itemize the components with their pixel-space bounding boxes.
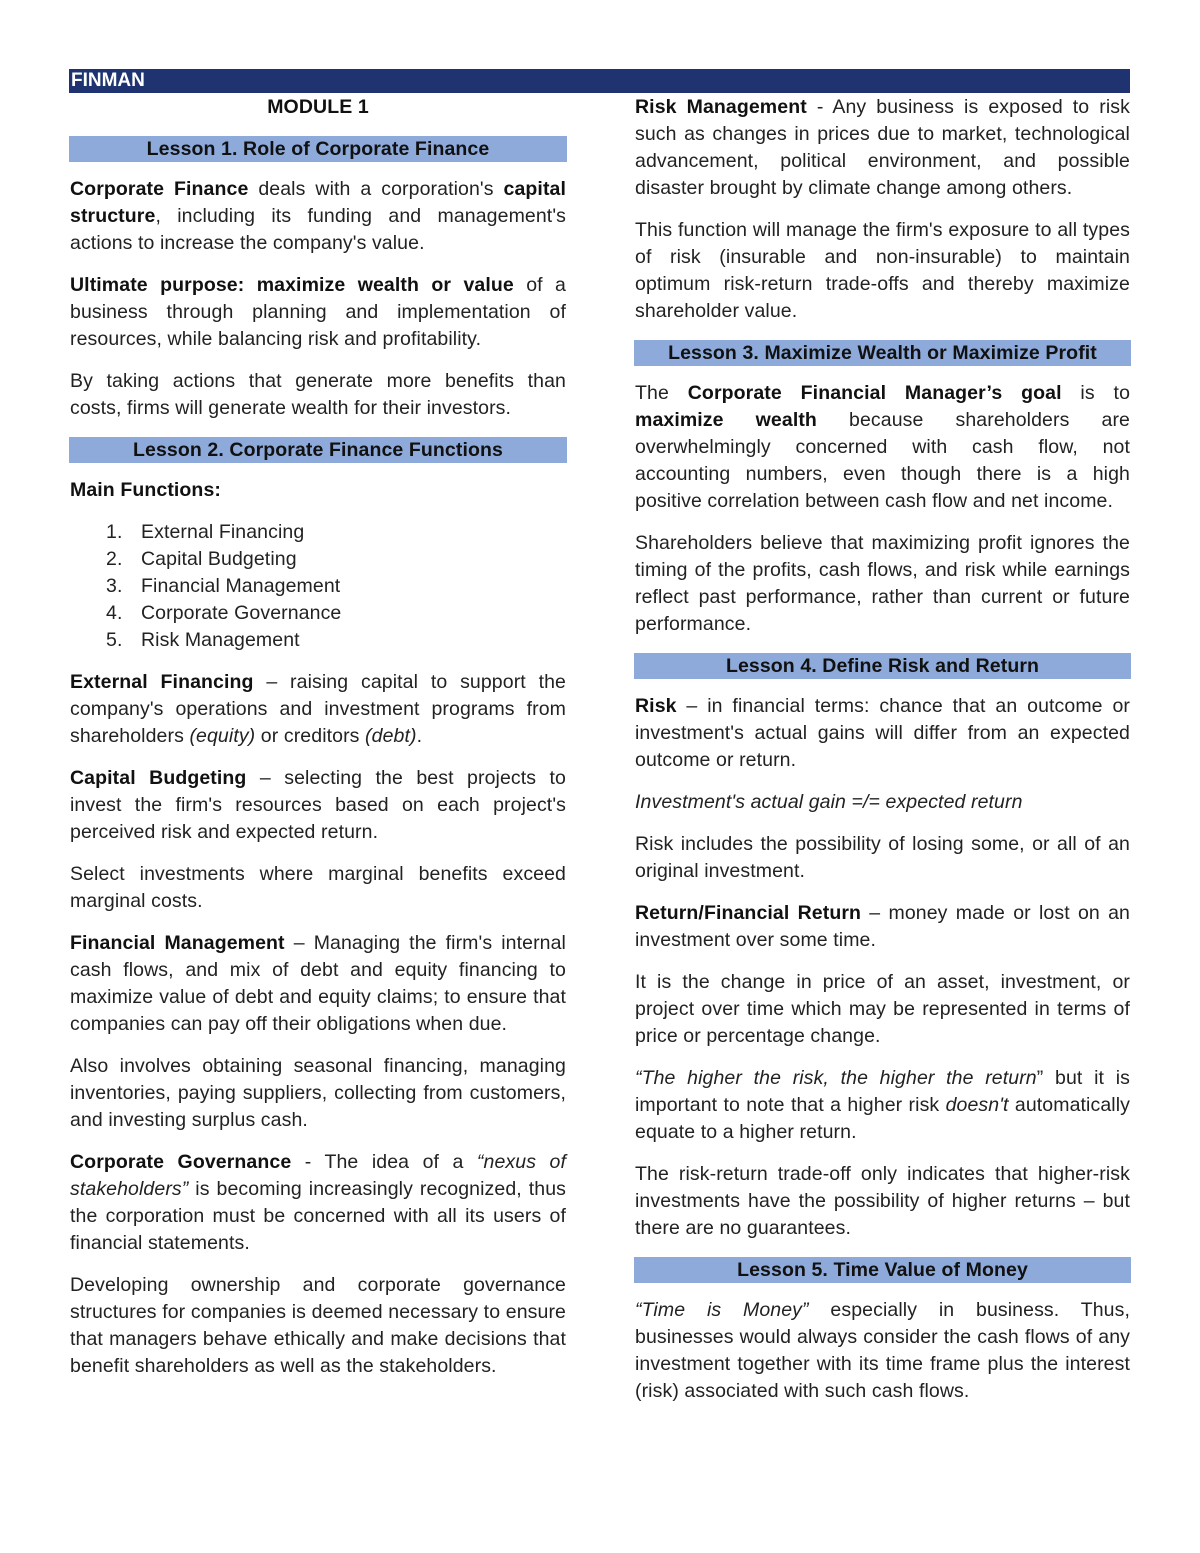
document-header-bar [69, 69, 1130, 93]
right-column [635, 94, 1130, 1420]
corporate-governance-paragraph: Corporate Governance - The idea of a “nexus of stakeholders” is becoming increasingly recognized, thus the corporation must be concerned with all its users of financial statements. [70, 1151, 566, 1254]
risk-includes-paragraph: Risk includes the possibility of losing some, or all of an original investment. [635, 833, 1130, 882]
list-item: 5. Risk Management [106, 629, 300, 651]
ultimate-purpose-paragraph: Ultimate purpose: maximize wealth or value of a business through planning and implementation of resources, while balancing risk and profitability. [70, 274, 566, 350]
list-item: 3. Financial Management [106, 575, 341, 597]
lesson-4-heading: Lesson 4. Define Risk and Return [634, 653, 1131, 679]
generate-wealth-paragraph: By taking actions that generate more benefits than costs, firms will generate wealth for their investors. [70, 370, 566, 419]
left-column [70, 94, 566, 1395]
change-in-price-paragraph: It is the change in price of an asset, investment, or project over time which may be represented in terms of price or percentage change. [635, 971, 1130, 1047]
list-item: 1. External Financing [106, 521, 305, 543]
time-is-money-paragraph: “Time is Money” especially in business. Thus, businesses would always consider the cash flows of any investment together with its time frame plus the interest (risk) associated with such cash flows. [635, 1299, 1130, 1402]
developing-ownership-paragraph: Developing ownership and corporate governance structures for companies is deemed necessary to ensure that managers behave ethically and make decisions that benefit shareholders as well as the stakeholders. [70, 1274, 566, 1377]
financial-management-paragraph: Financial Management – Managing the firm's internal cash flows, and mix of debt and equity financing to maximize value of debt and equity claims; to ensure that companies can pay off their obligations when due. [70, 932, 566, 1035]
module-title: MODULE 1 [267, 96, 369, 118]
risk-definition-paragraph: Risk – in financial terms: chance that an outcome or investment's actual gains will differ from an expected outcome or return. [635, 695, 1130, 771]
lesson-3-heading: Lesson 3. Maximize Wealth or Maximize Profit [634, 340, 1131, 366]
also-involves-paragraph: Also involves obtaining seasonal financing, managing inventories, paying suppliers, collecting from customers, and investing surplus cash. [70, 1055, 566, 1131]
header-label: FINMAN [71, 70, 145, 91]
tradeoff-paragraph: The risk-return trade-off only indicates that higher-risk investments have the possibility of higher returns – but there are no guarantees. [635, 1163, 1130, 1239]
lesson-2-heading: Lesson 2. Corporate Finance Functions [69, 437, 567, 463]
risk-management-paragraph: Risk Management - Any business is exposed to risk such as changes in prices due to market, technological advancement, political environment, and possible disaster brought by climate change among others. [635, 96, 1130, 199]
risk-formula: Investment's actual gain =/= expected return [635, 791, 1023, 813]
this-function-paragraph: This function will manage the firm's exposure to all types of risk (insurable and non-insurable) to maintain optimum risk-return trade-offs and thereby maximize shareholder value. [635, 219, 1130, 322]
capital-budgeting-paragraph: Capital Budgeting – selecting the best projects to invest the firm's resources based on each project's perceived risk and expected return. [70, 767, 566, 843]
list-item: 2. Capital Budgeting [106, 548, 297, 570]
return-definition-paragraph: Return/Financial Return – money made or lost on an investment over some time. [635, 902, 1131, 951]
functions-list [70, 519, 566, 654]
select-investments-paragraph: Select investments where marginal benefits exceed marginal costs. [70, 863, 566, 912]
higher-risk-paragraph: “The higher the risk, the higher the return” but it is important to note that a higher risk doesn't automatically equate to a higher return. [635, 1067, 1130, 1143]
financial-manager-goal-paragraph: The Corporate Financial Manager’s goal is to maximize wealth because shareholders are overwhelmingly concerned with cash flow, not accounting numbers, even though there is a high positive correlation between cash flow and net income. [635, 382, 1131, 512]
list-item: 4. Corporate Governance [106, 602, 342, 624]
shareholders-believe-paragraph: Shareholders believe that maximizing profit ignores the timing of the profits, cash flows, and risk while earnings reflect past performance, rather than current or future performance. [635, 532, 1130, 635]
lesson-5-heading: Lesson 5. Time Value of Money [634, 1257, 1131, 1283]
corporate-finance-paragraph: Corporate Finance deals with a corporation's capital structure, including its funding and management's actions to increase the company's value. [70, 178, 567, 254]
external-financing-paragraph: External Financing – raising capital to support the company's operations and investment programs from shareholders (equity) or creditors (debt). [70, 671, 566, 747]
lesson-1-heading: Lesson 1. Role of Corporate Finance [69, 136, 567, 162]
main-functions-label: Main Functions: [70, 479, 221, 501]
